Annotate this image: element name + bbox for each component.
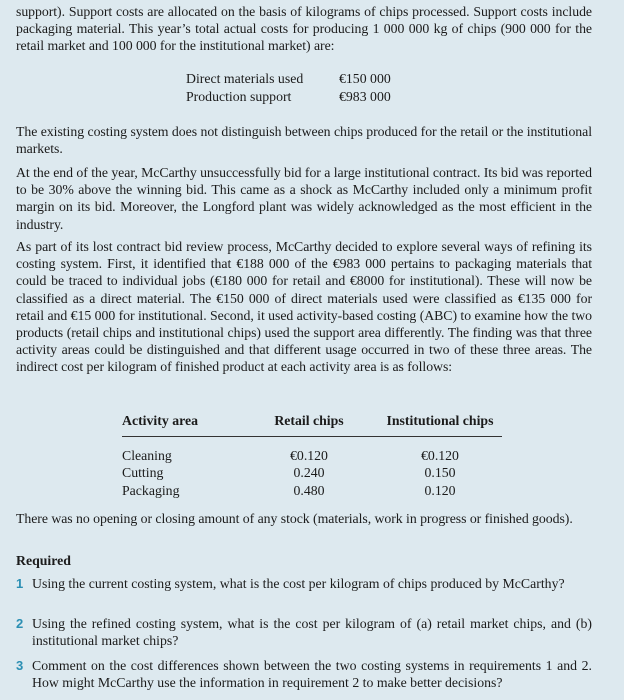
costs-row xyxy=(186,88,391,106)
bid-paragraph: At the end of the year, McCarthy unsuccessfully bid for a large institutional contract. Its bid was reported to be 30% above the winning bid. This came as a shock as McCarthy included only a minimum profit margin on its bid. Moreover, the Longford plant was widely acknowledged as the most efficient in the industry. xyxy=(16,165,592,232)
question-number: 3 xyxy=(16,658,24,673)
intro-paragraph: support). Support costs are allocated on the basis of kilograms of chips processed. Support costs include packaging material. This year’s total actual costs for producing 1 000 000 kg of chips (900 000 for the retail market and 100 000 for the institutional market) are: xyxy=(16,4,592,54)
stock-paragraph: There was no opening or closing amount of any stock (materials, work in progress or finished goods). xyxy=(16,511,573,526)
question-3 xyxy=(16,657,592,691)
cost-label: Direct materials used xyxy=(186,71,304,86)
question-number: 2 xyxy=(16,616,24,631)
cost-value: €150 000 xyxy=(339,71,391,86)
header-institutional-chips: Institutional chips xyxy=(386,413,494,428)
header-activity-area: Activity area xyxy=(122,413,198,428)
activity-cell: Cutting xyxy=(122,465,164,481)
costs-table xyxy=(186,70,391,106)
activity-cell: Cleaning xyxy=(122,447,172,463)
question-text: Using the refined costing system, what is the cost per kilogram of (a) retail market chips, and (b) institutional market chips? xyxy=(32,616,592,649)
cost-label: Production support xyxy=(186,89,292,104)
retail-cell: €0.120 xyxy=(290,447,328,463)
required-heading: Required xyxy=(16,553,71,568)
table-row xyxy=(122,464,502,482)
institutional-cell: 0.120 xyxy=(424,482,456,498)
activity-cost-table xyxy=(122,412,502,499)
institutional-cell: €0.120 xyxy=(421,447,459,463)
refinement-paragraph: As part of its lost contract bid review process, McCarthy decided to explore several ways of refining its costing system. First, it identified that €188 000 of the €983 000 pertains to packaging materials that could be traced to individual jobs (€180 000 for retail and €8000 for institutional). These will now be classified as a direct material. The €150 000 of direct materials used were classified as €135 000 for retail and €15 000 for institutional. Second, it used activity-based costing (ABC) to examine how the two products (retail chips and institutional chips) used the support area differently. The finding was that three activity areas could be distinguished and that different usage occurred in two of these three areas. The indirect cost per kilogram of finished product at each activity area is as follows: xyxy=(16,239,592,375)
retail-cell: 0.240 xyxy=(293,465,325,481)
question-2 xyxy=(16,615,592,649)
existing-system-paragraph: The existing costing system does not distinguish between chips produced for the retail or the institutional markets. xyxy=(16,124,592,157)
table-header xyxy=(122,412,502,437)
table-row xyxy=(122,482,502,500)
header-retail-chips: Retail chips xyxy=(274,413,344,428)
question-1 xyxy=(16,575,592,592)
institutional-cell: 0.150 xyxy=(424,465,456,481)
costs-row xyxy=(186,70,391,88)
table-row xyxy=(122,447,502,465)
question-text: Comment on the cost differences shown between the two costing systems in requirements 1 and 2. How might McCarthy use the information in requirement 2 to make better decisions? xyxy=(32,658,592,691)
question-number: 1 xyxy=(16,576,24,591)
activity-cell: Packaging xyxy=(122,482,180,498)
question-text: Using the current costing system, what is the cost per kilogram of chips produced by McCarthy? xyxy=(32,576,565,591)
cost-value: €983 000 xyxy=(339,89,391,104)
retail-cell: 0.480 xyxy=(293,482,325,498)
